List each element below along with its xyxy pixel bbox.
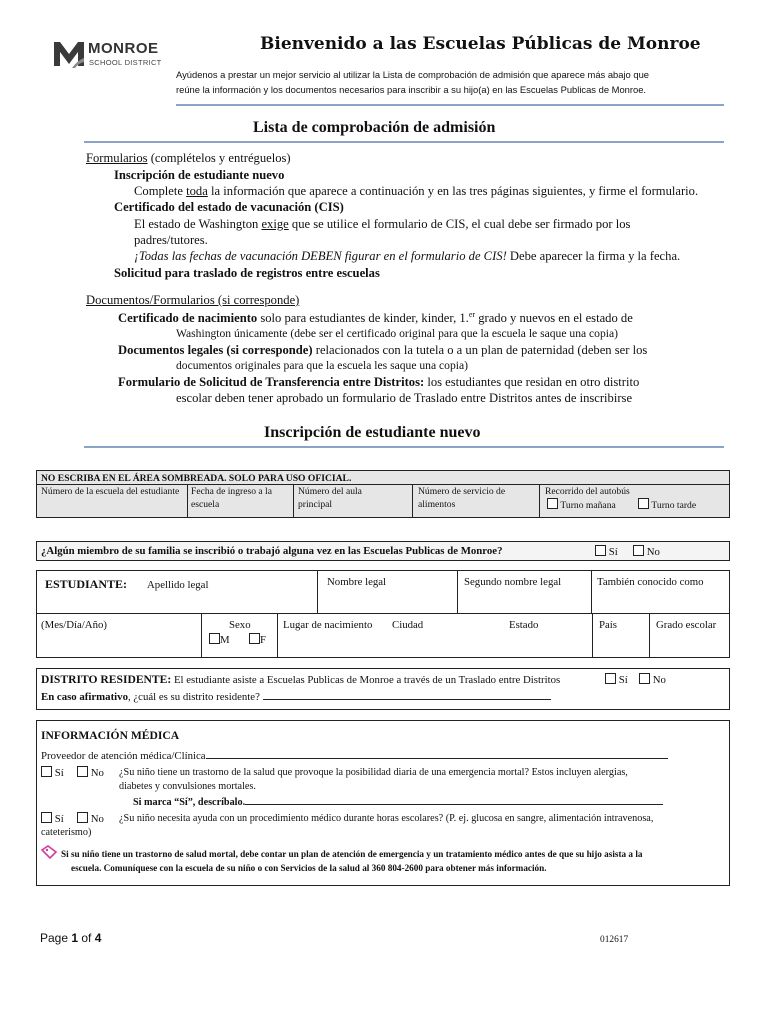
morning-shift-option[interactable]: Turno mañana [547,498,616,512]
first-name-field[interactable]: Nombre legal [327,576,387,588]
resident-no-option[interactable]: No [639,673,666,686]
entry-date-field: Fecha de ingreso a la escuela [191,486,272,510]
morning-shift-checkbox[interactable] [547,498,558,509]
office-use-note: NO ESCRIBA EN EL ÁREA SOMBREADA. SOLO PARA USO OFICIAL. [41,473,352,484]
birth-certificate-line2: Washington únicamente (debe ser el certificado original para que la escuela le saque una copia) [176,327,619,340]
city-field[interactable]: Ciudad [392,619,424,631]
office-use-area [36,470,730,518]
resident-yes-option[interactable]: Sí [605,673,628,686]
state-field[interactable]: Estado [509,619,539,631]
bus-route-field: Recorrido del autobús [545,486,630,497]
q1-yes-checkbox[interactable] [41,766,52,777]
family-no-option[interactable]: No [633,545,660,558]
family-yes-option[interactable]: Sí [595,545,618,558]
col-divider [293,484,294,518]
legal-documents-line2: documentos originales para que la escuela les saque una copia) [176,359,468,372]
medical-notice-line1: Si su niño tiene un trastorno de salud mortal, debe contar un plan de atención de emergencia y un tratamiento médico antes de que su hijo asista a la [61,849,643,859]
family-question-text: ¿Algún miembro de su familia se inscribió o trabajó alguna vez en las Escuelas Publicas de Monroe? [41,545,503,557]
form-code: 012617 [600,935,629,945]
family-question-row [36,541,730,561]
col-divider [412,484,413,518]
district-logo [52,38,172,70]
middle-name-field[interactable]: Segundo nombre legal [464,576,562,588]
sex-label: Sexo [229,619,251,631]
medical-title: INFORMACIÓN MÉDICA [41,729,180,742]
documents-heading: Documentos/Formularios (si corresponde) [86,293,300,307]
resident-district-input[interactable] [263,690,551,700]
district-transfer-line2: escolar deben tener aprobado un formulario de Traslado entre Distritos antes de inscribirse [176,391,633,405]
q2-text: ¿Su niño necesita ayuda con un procedimiento médico durante horas escolares? (P. ej. glucosa en sangre, alimentación intravenosa, [119,813,654,824]
medical-notice-line2: escuela. Comuníquese con la escuela de su niño o con Servicios de la salud al 360 804-2600 para obtener más información. [71,863,547,873]
last-name-field[interactable]: Apellido legal [147,579,209,591]
page-title: Bienvenido a las Escuelas Públicas de Monroe [260,34,701,54]
dob-field[interactable]: (Mes/Día/Año) [41,619,107,631]
birth-certificate-item: Certificado de nacimiento solo para estudiantes de kinder, kinder, 1.$^{er}$ grado y nuevos en el estado de [118,310,633,326]
school-number-field: Número de la escuela del estudiante [41,486,180,497]
logo-subtitle: SCHOOL DISTRICT [89,58,162,67]
family-yes-checkbox[interactable] [595,545,606,556]
page-number: Page 1 of 4 [40,931,102,945]
homeroom-field: Número del aula principal [298,486,362,510]
enrollment-item-title: Inscripción de estudiante nuevo [114,168,285,182]
cis-item-text: El estado de Washington exige que se utilice el formulario de CIS, el cual debe ser firmado por los [134,217,631,231]
afternoon-shift-checkbox[interactable] [638,498,649,509]
checklist-divider [84,141,724,143]
col-divider [539,484,540,518]
transfer-item-title: Solicitud para traslado de registros entre escuelas [114,266,380,280]
warning-tag-icon [41,845,57,859]
sex-male-checkbox[interactable] [209,633,220,644]
q1-no-option[interactable]: No [77,766,104,779]
sex-female-option[interactable]: F [249,633,266,646]
intro-line-2: reúne la información y los documentos necesarios para inscribir a su hijo(a) en las Escuelas Publicas de Monroe. [176,84,647,95]
q1-describe-input[interactable] [245,795,663,805]
resident-no-checkbox[interactable] [639,673,650,684]
sex-male-option[interactable]: M [209,633,230,646]
cis-item-title: Certificado del estado de vacunación (CIS) [114,200,344,214]
resident-yes-checkbox[interactable] [605,673,616,684]
legal-documents-item: Documentos legales (si corresponde) relacionados con la tutela o a un plan de paternidad (deben ser los [118,343,648,357]
aka-field[interactable]: También conocido como [597,576,704,588]
new-student-divider [84,446,724,448]
q1-text: ¿Su niño tiene un trastorno de la salud que provoque la posibilidad diaria de una emergencia mortal? Estos incluyen alergias, [119,767,628,778]
student-label: ESTUDIANTE: [45,577,128,591]
resident-district-box [36,668,730,710]
logo-name: MONROE [88,40,159,57]
q1-describe-row: Si marca “Sí”, descríbalo. [133,795,663,808]
cis-item-text-line2: padres/tutores. [134,233,208,247]
birthplace-label: Lugar de nacimiento [283,619,373,631]
q2-text-line2: cateterismo) [41,827,92,838]
q2-no-checkbox[interactable] [77,812,88,823]
medical-provider-input[interactable] [206,749,668,759]
country-field[interactable]: País [599,619,617,631]
medical-info-box [36,720,730,886]
resident-district-text: DISTRITO RESIDENTE: El estudiante asiste a Escuelas Publicas de Monroe a través de un Traslado entre Distritos [41,673,561,686]
q2-no-option[interactable]: No [77,812,104,825]
enrollment-item-text: Complete toda la información que aparece a continuación y en las tres páginas siguientes, y firme el formulario. [134,184,699,198]
checklist-title: Lista de comprobación de admisión [253,119,496,136]
district-transfer-item: Formulario de Solicitud de Transferencia entre Distritos: los estudiantes que residan en otro distrito [118,375,640,389]
food-service-field: Número de servicio de alimentos [418,486,506,510]
student-table [36,570,730,658]
family-no-checkbox[interactable] [633,545,644,556]
intro-text [176,67,716,97]
q2-yes-checkbox[interactable] [41,812,52,823]
q1-no-checkbox[interactable] [77,766,88,777]
resident-followup: En caso afirmativo, ¿cuál es su distrito residente? [41,690,551,703]
forms-heading: Formularios (complételos y entréguelos) [86,151,291,165]
sex-female-checkbox[interactable] [249,633,260,644]
grade-field[interactable]: Grado escolar [656,619,717,631]
cis-item-note: ¡Todas las fechas de vacunación DEBEN figurar en el formulario de CIS! Debe aparecer la firma y la fecha. [134,249,681,263]
header-divider [176,104,724,106]
intro-line-1: Ayúdenos a prestar un mejor servicio al utilizar la Lista de comprobación de admisión que aparece más abajo que [176,69,650,80]
col-divider [187,484,188,518]
q1-text-line2: diabetes y convulsiones mortales. [119,781,256,792]
afternoon-shift-option[interactable]: Turno tarde [638,498,696,512]
monroe-logo-icon [52,38,86,70]
new-student-title: Inscripción de estudiante nuevo [264,424,481,441]
medical-provider-row: Proveedor de atención médica/Clínica [41,749,668,762]
q1-yes-option[interactable]: Sí [41,766,64,779]
q2-yes-option[interactable]: Sí [41,812,64,825]
